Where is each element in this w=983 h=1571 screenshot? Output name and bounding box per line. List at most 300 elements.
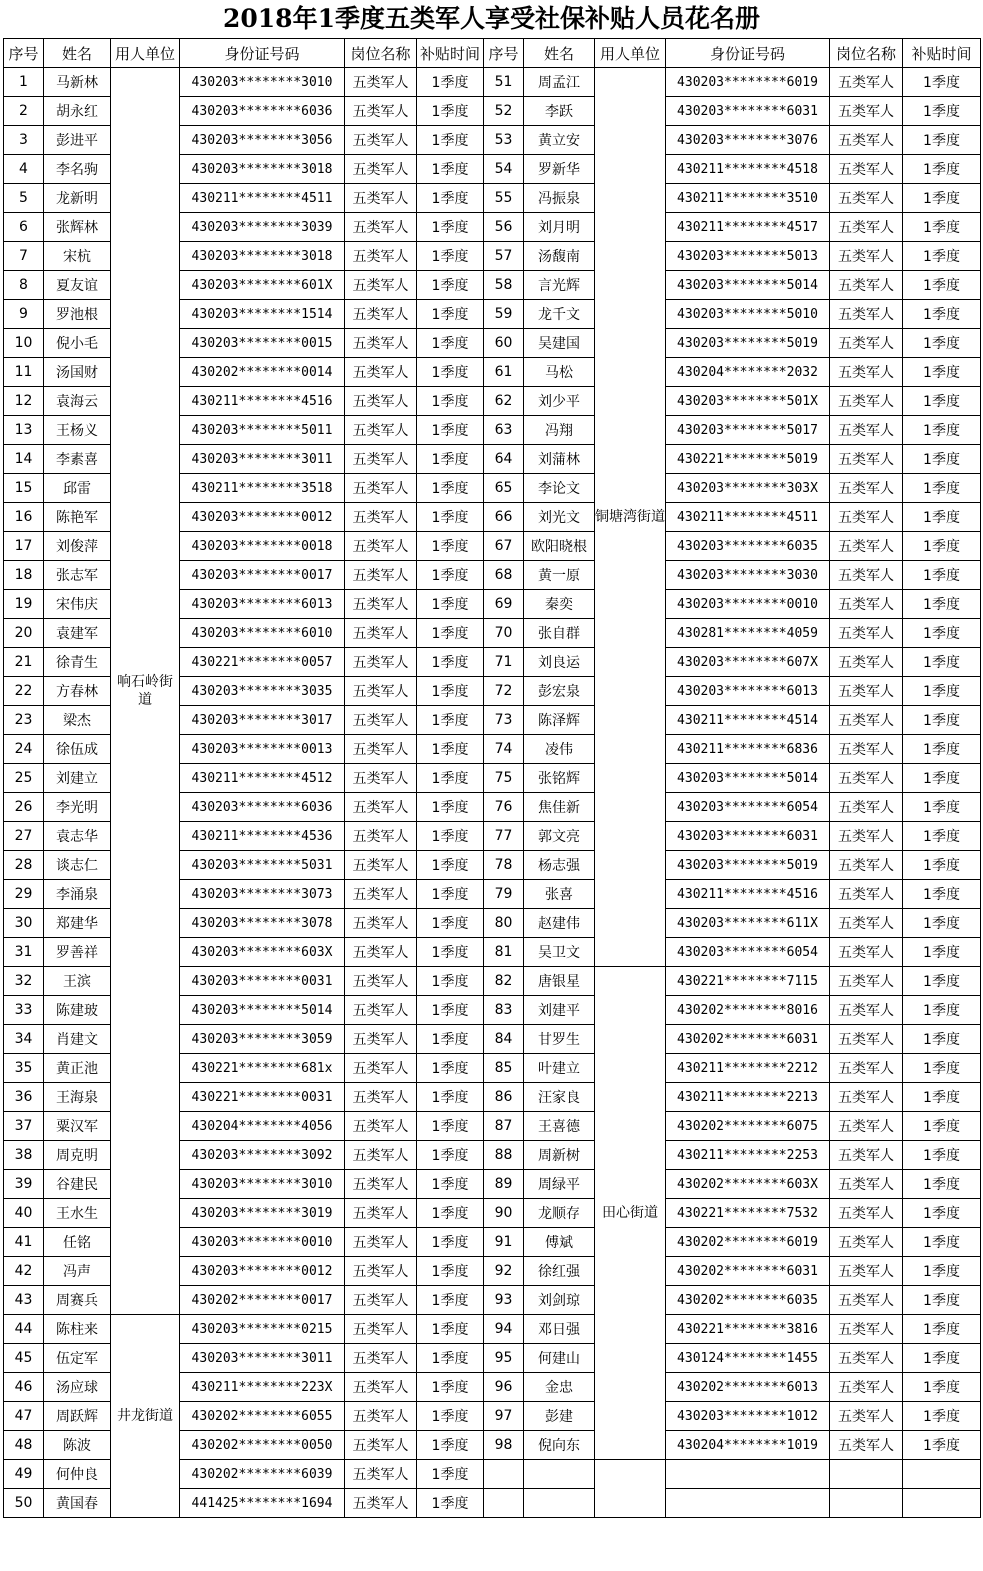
person-name: 罗善祥 [44, 938, 111, 967]
subsidy-period: 1季度 [417, 1141, 484, 1170]
subsidy-period: 1季度 [417, 97, 484, 126]
person-name [524, 1460, 595, 1489]
person-name: 龙顺存 [524, 1199, 595, 1228]
subsidy-period: 1季度 [417, 242, 484, 271]
row-number [484, 1460, 524, 1489]
header-time: 补贴时间 [903, 39, 981, 68]
subsidy-period [903, 1460, 981, 1489]
person-name: 冯声 [44, 1257, 111, 1286]
subsidy-period: 1季度 [417, 271, 484, 300]
row-number: 31 [4, 938, 44, 967]
row-number: 98 [484, 1431, 524, 1460]
post-name: 五类军人 [345, 213, 417, 242]
post-name: 五类军人 [345, 184, 417, 213]
id-number: 430211********4511 [180, 184, 345, 213]
post-name: 五类军人 [830, 242, 903, 271]
id-number: 430203********6010 [180, 619, 345, 648]
subsidy-period: 1季度 [903, 880, 981, 909]
id-number: 430202********6055 [180, 1402, 345, 1431]
subsidy-period: 1季度 [903, 677, 981, 706]
subsidy-period: 1季度 [903, 126, 981, 155]
post-name: 五类军人 [345, 1228, 417, 1257]
person-name: 陈泽辉 [524, 706, 595, 735]
row-number: 73 [484, 706, 524, 735]
id-number: 430203********3039 [180, 213, 345, 242]
subsidy-period: 1季度 [417, 590, 484, 619]
row-number: 6 [4, 213, 44, 242]
id-number: 430202********6035 [666, 1286, 830, 1315]
post-name: 五类军人 [345, 1489, 417, 1518]
id-number: 430211********4536 [180, 822, 345, 851]
post-name: 五类军人 [830, 1170, 903, 1199]
id-number: 430281********4059 [666, 619, 830, 648]
person-name: 黄国春 [44, 1489, 111, 1518]
person-name: 袁海云 [44, 387, 111, 416]
subsidy-period: 1季度 [417, 1373, 484, 1402]
row-number: 4 [4, 155, 44, 184]
row-number: 77 [484, 822, 524, 851]
person-name: 刘蒲林 [524, 445, 595, 474]
row-number: 39 [4, 1170, 44, 1199]
post-name: 五类军人 [345, 706, 417, 735]
post-name: 五类军人 [345, 1286, 417, 1315]
person-name: 张志军 [44, 561, 111, 590]
row-number [484, 1489, 524, 1518]
header-time: 补贴时间 [417, 39, 484, 68]
header-no: 序号 [4, 39, 44, 68]
subsidy-period: 1季度 [903, 1344, 981, 1373]
post-name: 五类军人 [345, 590, 417, 619]
subsidy-period: 1季度 [903, 1315, 981, 1344]
row-number: 33 [4, 996, 44, 1025]
id-number: 430203********6019 [666, 68, 830, 97]
row-number: 92 [484, 1257, 524, 1286]
post-name: 五类军人 [345, 561, 417, 590]
id-number: 430203********5017 [666, 416, 830, 445]
person-name: 倪小毛 [44, 329, 111, 358]
person-name: 徐红强 [524, 1257, 595, 1286]
row-number: 45 [4, 1344, 44, 1373]
subsidy-period: 1季度 [417, 1170, 484, 1199]
subsidy-period: 1季度 [903, 68, 981, 97]
person-name: 方春林 [44, 677, 111, 706]
person-name [524, 1489, 595, 1518]
id-number: 430203********5031 [180, 851, 345, 880]
id-number: 430203********5014 [666, 764, 830, 793]
person-name: 龙新明 [44, 184, 111, 213]
subsidy-period: 1季度 [903, 474, 981, 503]
subsidy-period: 1季度 [417, 126, 484, 155]
id-number: 430203********0017 [180, 561, 345, 590]
subsidy-period: 1季度 [417, 1431, 484, 1460]
post-name: 五类军人 [345, 445, 417, 474]
subsidy-period: 1季度 [903, 764, 981, 793]
row-number: 59 [484, 300, 524, 329]
person-name: 李名驹 [44, 155, 111, 184]
row-number: 80 [484, 909, 524, 938]
row-number: 97 [484, 1402, 524, 1431]
row-number: 62 [484, 387, 524, 416]
post-name: 五类军人 [345, 793, 417, 822]
id-number: 430203********6054 [666, 793, 830, 822]
subsidy-period: 1季度 [417, 996, 484, 1025]
row-number: 88 [484, 1141, 524, 1170]
id-number: 430203********3078 [180, 909, 345, 938]
row-number: 55 [484, 184, 524, 213]
subsidy-period: 1季度 [417, 1112, 484, 1141]
person-name: 张喜 [524, 880, 595, 909]
row-number: 36 [4, 1083, 44, 1112]
subsidy-period: 1季度 [417, 909, 484, 938]
id-number: 430203********6031 [666, 822, 830, 851]
post-name: 五类军人 [345, 1199, 417, 1228]
person-name: 刘俊萍 [44, 532, 111, 561]
subsidy-period: 1季度 [417, 764, 484, 793]
person-name: 宋杭 [44, 242, 111, 271]
person-name: 杨志强 [524, 851, 595, 880]
person-name: 袁建军 [44, 619, 111, 648]
post-name: 五类军人 [345, 1170, 417, 1199]
row-number: 57 [484, 242, 524, 271]
header-name: 姓名 [524, 39, 595, 68]
subsidy-period: 1季度 [903, 1257, 981, 1286]
subsidy-period: 1季度 [903, 271, 981, 300]
person-name: 任铭 [44, 1228, 111, 1257]
post-name: 五类军人 [345, 474, 417, 503]
person-name: 刘建立 [44, 764, 111, 793]
id-number: 430203********3035 [180, 677, 345, 706]
id-number: 430203********3010 [180, 1170, 345, 1199]
row-number: 85 [484, 1054, 524, 1083]
id-number: 430203********3017 [180, 706, 345, 735]
id-number: 430203********1514 [180, 300, 345, 329]
post-name: 五类军人 [345, 1257, 417, 1286]
id-number: 430203********3018 [180, 155, 345, 184]
id-number: 430203********6035 [666, 532, 830, 561]
post-name: 五类军人 [345, 938, 417, 967]
row-number: 69 [484, 590, 524, 619]
subsidy-period: 1季度 [903, 1170, 981, 1199]
post-name: 五类军人 [830, 329, 903, 358]
row-number: 90 [484, 1199, 524, 1228]
subsidy-period: 1季度 [903, 909, 981, 938]
id-number: 430203********0012 [180, 503, 345, 532]
post-name: 五类军人 [345, 416, 417, 445]
person-name: 欧阳晓根 [524, 532, 595, 561]
id-number: 430211********223X [180, 1373, 345, 1402]
subsidy-period: 1季度 [903, 996, 981, 1025]
subsidy-period: 1季度 [417, 706, 484, 735]
row-number: 22 [4, 677, 44, 706]
person-name: 叶建立 [524, 1054, 595, 1083]
subsidy-period: 1季度 [903, 938, 981, 967]
subsidy-period: 1季度 [903, 213, 981, 242]
person-name: 吴建国 [524, 329, 595, 358]
person-name: 胡永红 [44, 97, 111, 126]
post-name: 五类军人 [345, 735, 417, 764]
roster-body [4, 68, 981, 1518]
subsidy-period: 1季度 [903, 967, 981, 996]
row-number: 44 [4, 1315, 44, 1344]
post-name: 五类军人 [830, 1083, 903, 1112]
row-number: 35 [4, 1054, 44, 1083]
post-name: 五类军人 [830, 1025, 903, 1054]
post-name: 五类军人 [345, 764, 417, 793]
row-number: 43 [4, 1286, 44, 1315]
id-number: 430211********3518 [180, 474, 345, 503]
post-name: 五类军人 [830, 677, 903, 706]
subsidy-period: 1季度 [417, 793, 484, 822]
subsidy-period: 1季度 [417, 1460, 484, 1489]
person-name: 李跃 [524, 97, 595, 126]
person-name: 邱雷 [44, 474, 111, 503]
id-number: 430203********501X [666, 387, 830, 416]
id-number: 430211********4518 [666, 155, 830, 184]
subsidy-period: 1季度 [903, 1025, 981, 1054]
id-number: 430203********5011 [180, 416, 345, 445]
row-number: 78 [484, 851, 524, 880]
row-number: 25 [4, 764, 44, 793]
person-name: 梁杰 [44, 706, 111, 735]
subsidy-period: 1季度 [417, 822, 484, 851]
id-number: 430203********3011 [180, 1344, 345, 1373]
person-name: 李涌泉 [44, 880, 111, 909]
post-name: 五类军人 [345, 967, 417, 996]
post-name: 五类军人 [830, 213, 903, 242]
id-number: 430211********4517 [666, 213, 830, 242]
id-number: 430211********4516 [666, 880, 830, 909]
row-number: 8 [4, 271, 44, 300]
subsidy-period: 1季度 [903, 242, 981, 271]
post-name: 五类军人 [830, 300, 903, 329]
row-number: 58 [484, 271, 524, 300]
row-number: 42 [4, 1257, 44, 1286]
row-number: 26 [4, 793, 44, 822]
person-name: 陈波 [44, 1431, 111, 1460]
person-name: 龙千文 [524, 300, 595, 329]
id-number: 430221********0031 [180, 1083, 345, 1112]
post-name: 五类军人 [830, 909, 903, 938]
post-name: 五类军人 [345, 1141, 417, 1170]
person-name: 袁志华 [44, 822, 111, 851]
person-name: 冯翔 [524, 416, 595, 445]
post-name [830, 1460, 903, 1489]
row-number: 54 [484, 155, 524, 184]
id-number: 430202********6013 [666, 1373, 830, 1402]
id-number: 430203********6013 [180, 590, 345, 619]
post-name: 五类军人 [830, 184, 903, 213]
header-row [4, 39, 981, 68]
post-name: 五类军人 [830, 445, 903, 474]
employer-unit: 田心街道 [595, 967, 666, 1460]
post-name: 五类军人 [830, 793, 903, 822]
id-number: 430211********6836 [666, 735, 830, 764]
person-name: 赵建伟 [524, 909, 595, 938]
id-number: 430211********3510 [666, 184, 830, 213]
subsidy-period: 1季度 [417, 619, 484, 648]
employer-unit: 铜塘湾街道 [595, 68, 666, 967]
post-name: 五类军人 [345, 677, 417, 706]
post-name: 五类军人 [830, 880, 903, 909]
post-name: 五类军人 [830, 126, 903, 155]
id-number: 430203********0015 [180, 329, 345, 358]
row-number: 46 [4, 1373, 44, 1402]
person-name: 郭文亮 [524, 822, 595, 851]
id-number: 430202********0014 [180, 358, 345, 387]
post-name: 五类军人 [830, 1373, 903, 1402]
post-name: 五类军人 [345, 242, 417, 271]
subsidy-period: 1季度 [417, 445, 484, 474]
subsidy-period: 1季度 [903, 503, 981, 532]
subsidy-period: 1季度 [903, 1083, 981, 1112]
id-number: 430203********601X [180, 271, 345, 300]
subsidy-period: 1季度 [417, 735, 484, 764]
post-name: 五类军人 [345, 1344, 417, 1373]
post-name: 五类军人 [345, 1025, 417, 1054]
person-name: 刘月明 [524, 213, 595, 242]
row-number: 83 [484, 996, 524, 1025]
subsidy-period: 1季度 [417, 532, 484, 561]
id-number: 430203********5010 [666, 300, 830, 329]
person-name: 焦佳新 [524, 793, 595, 822]
post-name: 五类军人 [345, 271, 417, 300]
subsidy-period: 1季度 [903, 1402, 981, 1431]
subsidy-period: 1季度 [903, 735, 981, 764]
post-name: 五类军人 [345, 532, 417, 561]
employer-unit [595, 1460, 666, 1518]
subsidy-period: 1季度 [417, 184, 484, 213]
post-name: 五类军人 [830, 1431, 903, 1460]
person-name: 周新树 [524, 1141, 595, 1170]
subsidy-period: 1季度 [903, 416, 981, 445]
id-number: 430202********603X [666, 1170, 830, 1199]
employer-unit: 井龙街道 [111, 1315, 180, 1518]
post-name: 五类军人 [345, 1083, 417, 1112]
subsidy-period: 1季度 [417, 68, 484, 97]
id-number: 430203********0012 [180, 1257, 345, 1286]
id-number: 430202********8016 [666, 996, 830, 1025]
header-post: 岗位名称 [830, 39, 903, 68]
post-name: 五类军人 [830, 1344, 903, 1373]
id-number: 430202********0017 [180, 1286, 345, 1315]
person-name: 李素喜 [44, 445, 111, 474]
row-number: 81 [484, 938, 524, 967]
person-name: 陈艳军 [44, 503, 111, 532]
subsidy-period: 1季度 [417, 416, 484, 445]
subsidy-period: 1季度 [903, 619, 981, 648]
subsidy-period: 1季度 [903, 1141, 981, 1170]
header-post: 岗位名称 [345, 39, 417, 68]
id-number: 430203********3073 [180, 880, 345, 909]
post-name: 五类军人 [345, 1054, 417, 1083]
post-name: 五类军人 [345, 97, 417, 126]
post-name: 五类军人 [830, 1257, 903, 1286]
id-number: 430203********6036 [180, 97, 345, 126]
post-name: 五类军人 [830, 97, 903, 126]
row-number: 75 [484, 764, 524, 793]
subsidy-period: 1季度 [903, 851, 981, 880]
id-number: 430203********5019 [666, 851, 830, 880]
person-name: 黄一原 [524, 561, 595, 590]
row-number: 66 [484, 503, 524, 532]
id-number: 430211********4516 [180, 387, 345, 416]
person-name: 周克明 [44, 1141, 111, 1170]
id-number: 430202********6019 [666, 1228, 830, 1257]
id-number: 430203********3018 [180, 242, 345, 271]
person-name: 周绿平 [524, 1170, 595, 1199]
post-name: 五类军人 [830, 1141, 903, 1170]
subsidy-period: 1季度 [903, 532, 981, 561]
employer-unit: 响石岭街道 [111, 68, 180, 1315]
row-number: 5 [4, 184, 44, 213]
row-number: 94 [484, 1315, 524, 1344]
post-name: 五类军人 [345, 503, 417, 532]
row-number: 61 [484, 358, 524, 387]
id-number: 441425********1694 [180, 1489, 345, 1518]
post-name: 五类军人 [345, 619, 417, 648]
id-number: 430203********0031 [180, 967, 345, 996]
person-name: 王海泉 [44, 1083, 111, 1112]
post-name: 五类军人 [830, 271, 903, 300]
person-name: 刘少平 [524, 387, 595, 416]
post-name: 五类军人 [830, 1228, 903, 1257]
post-name: 五类军人 [830, 648, 903, 677]
id-number: 430203********5014 [180, 996, 345, 1025]
row-number: 56 [484, 213, 524, 242]
person-name: 张铭辉 [524, 764, 595, 793]
id-number: 430203********3010 [180, 68, 345, 97]
post-name: 五类军人 [830, 387, 903, 416]
id-number: 430203********3059 [180, 1025, 345, 1054]
person-name: 李论文 [524, 474, 595, 503]
person-name: 周赛兵 [44, 1286, 111, 1315]
id-number: 430203********3056 [180, 126, 345, 155]
row-number: 48 [4, 1431, 44, 1460]
subsidy-period: 1季度 [417, 561, 484, 590]
subsidy-period: 1季度 [903, 1054, 981, 1083]
post-name: 五类军人 [830, 1315, 903, 1344]
subsidy-period: 1季度 [903, 358, 981, 387]
id-number: 430203********6054 [666, 938, 830, 967]
person-name: 周跃辉 [44, 1402, 111, 1431]
id-number: 430203********3030 [666, 561, 830, 590]
post-name: 五类军人 [345, 1402, 417, 1431]
subsidy-period: 1季度 [903, 1228, 981, 1257]
table-row [4, 1315, 981, 1344]
row-number: 3 [4, 126, 44, 155]
row-number: 17 [4, 532, 44, 561]
row-number: 1 [4, 68, 44, 97]
post-name: 五类军人 [345, 909, 417, 938]
person-name: 肖建文 [44, 1025, 111, 1054]
post-name: 五类军人 [345, 851, 417, 880]
id-number: 430211********2213 [666, 1083, 830, 1112]
post-name: 五类军人 [830, 68, 903, 97]
post-name: 五类军人 [830, 822, 903, 851]
row-number: 9 [4, 300, 44, 329]
row-number: 41 [4, 1228, 44, 1257]
person-name: 周孟江 [524, 68, 595, 97]
id-number: 430203********6031 [666, 97, 830, 126]
person-name: 秦奕 [524, 590, 595, 619]
post-name: 五类军人 [830, 735, 903, 764]
person-name: 何建山 [524, 1344, 595, 1373]
post-name: 五类军人 [345, 648, 417, 677]
subsidy-period: 1季度 [417, 938, 484, 967]
id-number: 430202********6031 [666, 1025, 830, 1054]
subsidy-period: 1季度 [903, 1199, 981, 1228]
subsidy-period: 1季度 [417, 1054, 484, 1083]
